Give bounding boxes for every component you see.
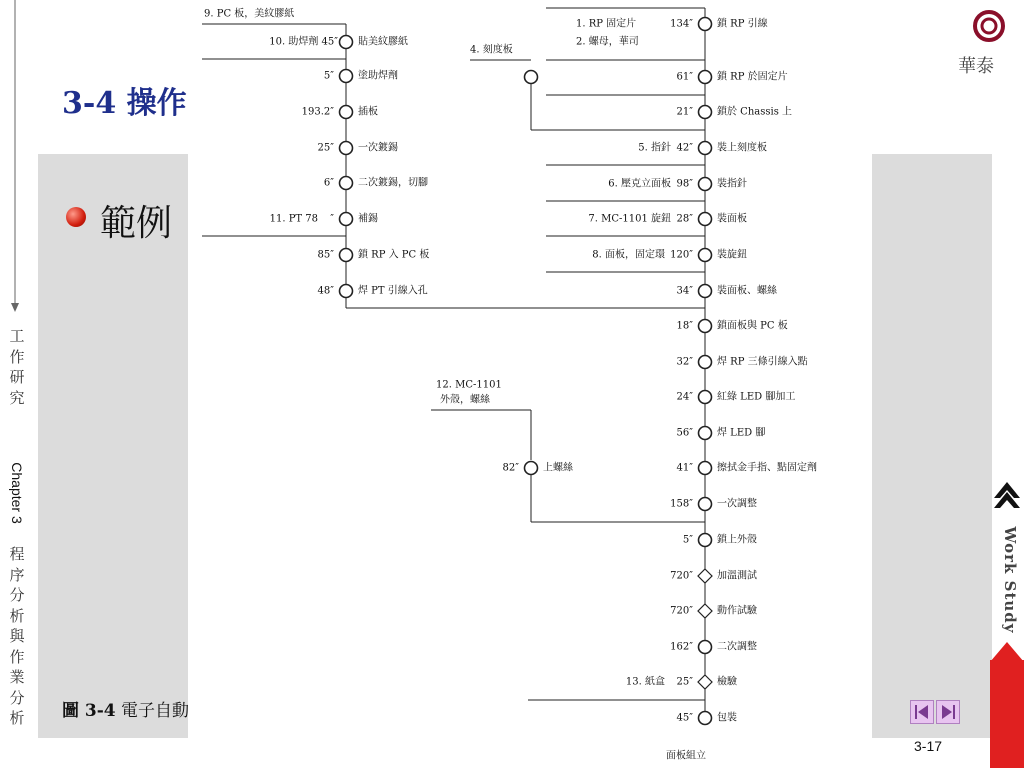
input-label-right: 5. 指針 <box>638 142 671 154</box>
left-operation-node <box>340 177 353 190</box>
side-char: 作 <box>9 647 25 666</box>
right-operation-label: 一次調整 <box>717 498 757 510</box>
left-operation-label: 補錫 <box>358 213 378 225</box>
right-operation-time: 134″ <box>670 18 693 30</box>
left-operation-label: 一次鍍錫 <box>358 142 398 154</box>
right-operation-node <box>699 356 712 369</box>
input-label-right: 8. 面板，固定環 <box>592 249 665 261</box>
side-char: 程 <box>9 545 25 563</box>
right-operation-label: 檢驗 <box>717 676 737 688</box>
input-label-2: 2. 螺母，華司 <box>576 36 639 48</box>
right-operation-time: 21″ <box>676 106 693 118</box>
left-operation-time: ″ <box>330 213 334 225</box>
right-operation-node <box>699 142 712 155</box>
right-operation-node <box>699 462 712 475</box>
right-operation-label: 紅綠 LED 腳加工 <box>717 391 796 403</box>
side-char: 作 <box>9 347 25 366</box>
input-label-12b: 外殼，螺絲 <box>440 394 490 406</box>
left-operation-time: 5″ <box>323 70 334 82</box>
operation-process-chart <box>188 0 872 768</box>
input-label-10: 10. 助焊劑 45″ <box>269 36 338 48</box>
right-operation-time: 56″ <box>676 427 693 439</box>
side-char: 分 <box>9 586 25 604</box>
right-operation-node <box>699 712 712 725</box>
side-char: 序 <box>9 565 25 584</box>
right-operation-label: 二次調整 <box>717 641 757 653</box>
right-operation-time: 720″ <box>670 605 693 617</box>
left-operation-label: 鎖 RP 入 PC 板 <box>358 249 430 261</box>
right-operation-label: 加溫測試 <box>717 570 757 582</box>
work-study-label <box>997 520 1023 640</box>
right-operation-label: 鎖 RP 於固定片 <box>717 71 788 83</box>
chevron-up-icon[interactable] <box>992 480 1022 516</box>
right-operation-label: 裝旋鈕 <box>717 249 747 261</box>
figure-title: 電子自動溫度控制器之操作程序圖 <box>121 701 377 721</box>
content-panel-right <box>872 154 992 738</box>
right-operation-label: 裝面板、螺絲 <box>717 285 777 297</box>
right-operation-label: 鎖於 Chassis 上 <box>717 106 793 118</box>
right-operation-time: 24″ <box>676 391 693 403</box>
left-operation-node <box>340 70 353 83</box>
side-char: 業 <box>9 668 25 686</box>
prev-slide-button[interactable] <box>910 700 934 724</box>
diagram-footer-label: 面板組立 <box>666 750 706 762</box>
right-operation-time: 45″ <box>676 712 693 724</box>
left-operation-time: 25″ <box>317 142 334 154</box>
right-operation-time: 120″ <box>670 249 693 261</box>
input-label-4: 4. 刻度板 <box>470 44 513 56</box>
example-heading: 範例 <box>100 203 173 244</box>
input-label-12: 12. MC-1101 <box>436 379 502 391</box>
side-arrow <box>0 0 30 320</box>
side-vertical-text-bottom <box>8 544 26 729</box>
right-operation-time: 61″ <box>676 71 693 83</box>
right-operation-label: 裝指針 <box>717 178 747 190</box>
side-char: 析 <box>9 606 25 625</box>
left-operation-label: 貼美紋膠紙 <box>358 36 408 48</box>
next-slide-button[interactable] <box>936 700 960 724</box>
right-operation-time: 41″ <box>676 462 693 474</box>
figure-number: 圖 3-4 <box>62 701 116 721</box>
right-operation-label: 裝上刻度板 <box>717 142 767 154</box>
right-operation-time: 162″ <box>670 641 693 653</box>
left-operation-node <box>340 142 353 155</box>
left-operation-time: 85″ <box>317 249 334 261</box>
right-operation-node <box>699 285 712 298</box>
right-operation-label: 動作試驗 <box>717 605 757 617</box>
right-operation-time: 28″ <box>676 213 693 225</box>
right-operation-node <box>699 427 712 440</box>
side-char: 研 <box>9 368 25 386</box>
right-operation-label: 鎖上外殼 <box>717 534 757 546</box>
right-operation-label: 裝面板 <box>717 213 747 225</box>
right-operation-time: 34″ <box>676 285 693 297</box>
input-label-11: 11. PT 78 <box>269 213 318 225</box>
right-operation-time: 25″ <box>676 676 693 688</box>
inspection-node <box>698 604 712 618</box>
right-operation-time: 720″ <box>670 570 693 582</box>
right-operation-time: 18″ <box>676 320 693 332</box>
work-study-text: Work Study <box>1001 526 1019 634</box>
side-char: 究 <box>9 388 25 407</box>
logo-icon <box>972 8 1006 46</box>
input-label-right: 7. MC-1101 旋鈕 <box>588 213 671 225</box>
side-char: 與 <box>9 627 25 645</box>
right-operation-node <box>699 641 712 654</box>
right-operation-time: 158″ <box>670 498 693 510</box>
right-operation-label: 包裝 <box>717 712 737 724</box>
shell-operation-label: 上螺絲 <box>543 462 573 474</box>
side-char: 分 <box>9 688 25 707</box>
middle-operation-node <box>525 71 538 84</box>
right-operation-label: 鎖 RP 引線 <box>717 18 768 30</box>
right-operation-label: 擦拭金手指、點固定劑 <box>717 462 817 474</box>
side-char: 析 <box>9 709 25 727</box>
section-title-wrap <box>60 72 188 122</box>
prev-icon <box>911 701 933 723</box>
left-operation-label: 焊 PT 引線入孔 <box>358 285 428 297</box>
next-icon <box>937 701 959 723</box>
left-operation-node <box>340 213 353 226</box>
red-arrow-icon <box>990 640 1024 662</box>
right-operation-label: 鎖面板與 PC 板 <box>717 320 788 332</box>
input-label-9: 9. PC 板，美紋膠紙 <box>204 8 295 20</box>
input-label-13: 13. 紙盒 <box>625 676 665 688</box>
right-operation-time: 32″ <box>676 356 693 368</box>
right-operation-label: 焊 RP 三條引線入點 <box>717 356 808 368</box>
left-operation-time: 6″ <box>323 177 334 189</box>
right-operation-node <box>699 106 712 119</box>
right-operation-time: 42″ <box>676 142 693 154</box>
page-number: 3-17 <box>914 738 943 754</box>
inspection-node <box>698 675 712 689</box>
right-operation-node <box>699 320 712 333</box>
right-operation-node <box>699 71 712 84</box>
logo-text: 華泰 <box>958 56 994 77</box>
inspection-node <box>698 569 712 583</box>
side-char: 工 <box>9 327 25 345</box>
left-operation-node <box>340 106 353 119</box>
right-operation-label: 焊 LED 腳 <box>717 427 766 439</box>
right-operation-node <box>699 534 712 547</box>
shell-operation-time: 82″ <box>502 462 519 474</box>
right-operation-node <box>699 213 712 226</box>
left-operation-node <box>340 285 353 298</box>
right-operation-time: 98″ <box>676 178 693 190</box>
left-operation-time: 48″ <box>317 285 334 297</box>
left-operation-time: 193.2″ <box>301 106 334 118</box>
section-title: 3-4 操作 <box>62 86 187 121</box>
chapter-label-text: Chapter 3 <box>9 462 25 524</box>
left-operation-node <box>340 249 353 262</box>
left-operation-label: 二次鍍錫，切腳 <box>358 177 428 189</box>
left-operation-node <box>340 36 353 49</box>
red-side-bar <box>990 660 1024 768</box>
side-vertical-text-top <box>8 326 26 408</box>
right-operation-node <box>699 391 712 404</box>
bullet-icon <box>66 207 86 227</box>
input-label-1: 1. RP 固定片 <box>576 18 637 30</box>
right-operation-node <box>699 18 712 31</box>
right-operation-node <box>699 249 712 262</box>
right-operation-node <box>699 178 712 191</box>
right-operation-node <box>699 498 712 511</box>
side-chapter-label <box>6 448 28 538</box>
shell-operation-node <box>525 462 538 475</box>
input-label-right: 6. 壓克立面板 <box>608 178 671 190</box>
left-operation-label: 插板 <box>358 106 378 118</box>
left-operation-label: 塗助焊劑 <box>358 70 398 82</box>
right-operation-time: 5″ <box>682 534 693 546</box>
